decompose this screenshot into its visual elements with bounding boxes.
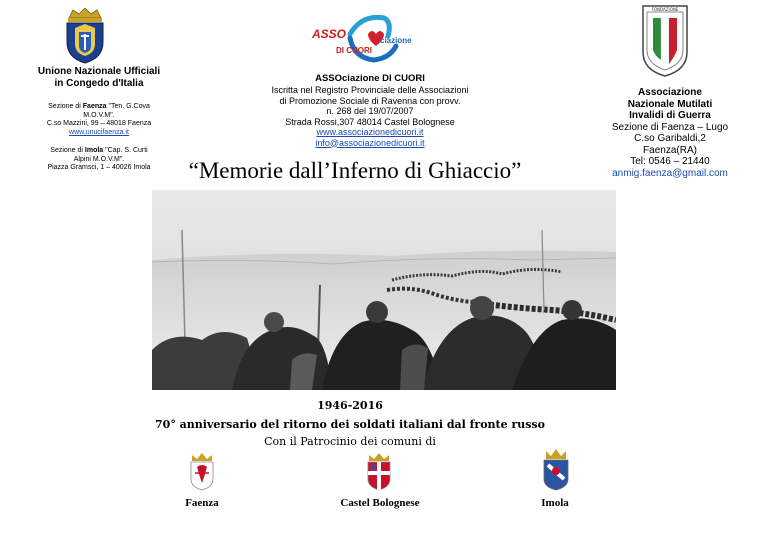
associazione-line4: Strada Rossi,307 48014 Castel Bolognese bbox=[285, 116, 455, 127]
logo-text-dicuori: DI CUORI bbox=[336, 46, 372, 55]
anmig-badge-text: FONDAZIONE bbox=[651, 7, 679, 12]
imola-section-line2: Alpini M.O.V.M". bbox=[73, 155, 125, 163]
associazione-line3: n. 268 del 19/07/2007 bbox=[326, 106, 414, 116]
anmig-section: Sezione di Faenza – Lugo bbox=[611, 121, 729, 133]
anmig-address: C.so Garibaldi,2 bbox=[634, 133, 706, 144]
faenza-crest bbox=[189, 453, 215, 491]
patronage-text: Con il Patrocinio dei comuni di bbox=[264, 435, 436, 448]
anmig-email-link[interactable]: anmig.faenza@gmail.com bbox=[612, 167, 728, 179]
faenza-section-line1: Sezione di Faenza "Ten. G.Cova bbox=[48, 103, 150, 110]
unuci-crest bbox=[63, 8, 107, 64]
logo-text-asso: ASSO bbox=[312, 27, 347, 41]
associazione-line2: di Promozione Sociale di Ravenna con provv. bbox=[279, 95, 461, 106]
logo-text-ciazione: ciazione bbox=[380, 36, 412, 45]
unuci-name-line1: Unione Nazionale Ufficiali bbox=[37, 66, 161, 77]
castel-bolognese-crest bbox=[366, 453, 392, 491]
anmig-phone: Tel: 0546 – 21440 bbox=[630, 156, 710, 167]
associazione-block bbox=[265, 73, 475, 148]
anmig-badge bbox=[641, 4, 689, 78]
faenza-section-line2: M.O.V.M". bbox=[83, 111, 115, 119]
anniversary-text: 70° anniversario del ritorno dei soldati italiani dal fronte russo bbox=[155, 418, 545, 431]
historical-photo bbox=[152, 190, 616, 390]
associazione-name: ASSOciazione DI CUORI bbox=[315, 73, 425, 84]
associazione-di-cuori-logo bbox=[310, 14, 430, 64]
associazione-line1: Iscritta nel Registro Provinciale delle Associazioni bbox=[271, 85, 469, 95]
castel-bolognese-label: Castel Bolognese bbox=[340, 497, 420, 509]
associazione-website-link[interactable]: www.associazionedicuori.it bbox=[316, 127, 424, 137]
associazione-email-link[interactable]: info@associazionedicuori.it bbox=[315, 137, 425, 148]
faenza-label: Faenza bbox=[185, 497, 219, 509]
anmig-name-line1: Associazione bbox=[638, 87, 702, 98]
anmig-block bbox=[600, 87, 740, 179]
imola-section-address: Piazza Gramsci, 1 – 40026 Imola bbox=[47, 164, 151, 171]
years-range: 1946-2016 bbox=[317, 399, 383, 412]
imola-section-line1: Sezione di Imola "Cap. S. Curti bbox=[50, 147, 148, 154]
imola-label: Imola bbox=[541, 497, 569, 509]
unuci-website-link[interactable]: www.unucifaenza.it bbox=[69, 128, 129, 136]
unuci-block bbox=[20, 66, 178, 173]
anmig-city: Faenza(RA) bbox=[643, 144, 697, 156]
event-title: “Memorie dall’Inferno di Ghiaccio” bbox=[188, 158, 522, 183]
unuci-name-line2: in Congedo d'Italia bbox=[54, 78, 144, 89]
anmig-name-line3: Invalidi di Guerra bbox=[629, 110, 711, 121]
anmig-name-line2: Nazionale Mutilati bbox=[627, 98, 713, 110]
imola-crest bbox=[542, 449, 570, 491]
faenza-section-address: C.so Mazzini, 99 – 48018 Faenza bbox=[46, 120, 152, 127]
